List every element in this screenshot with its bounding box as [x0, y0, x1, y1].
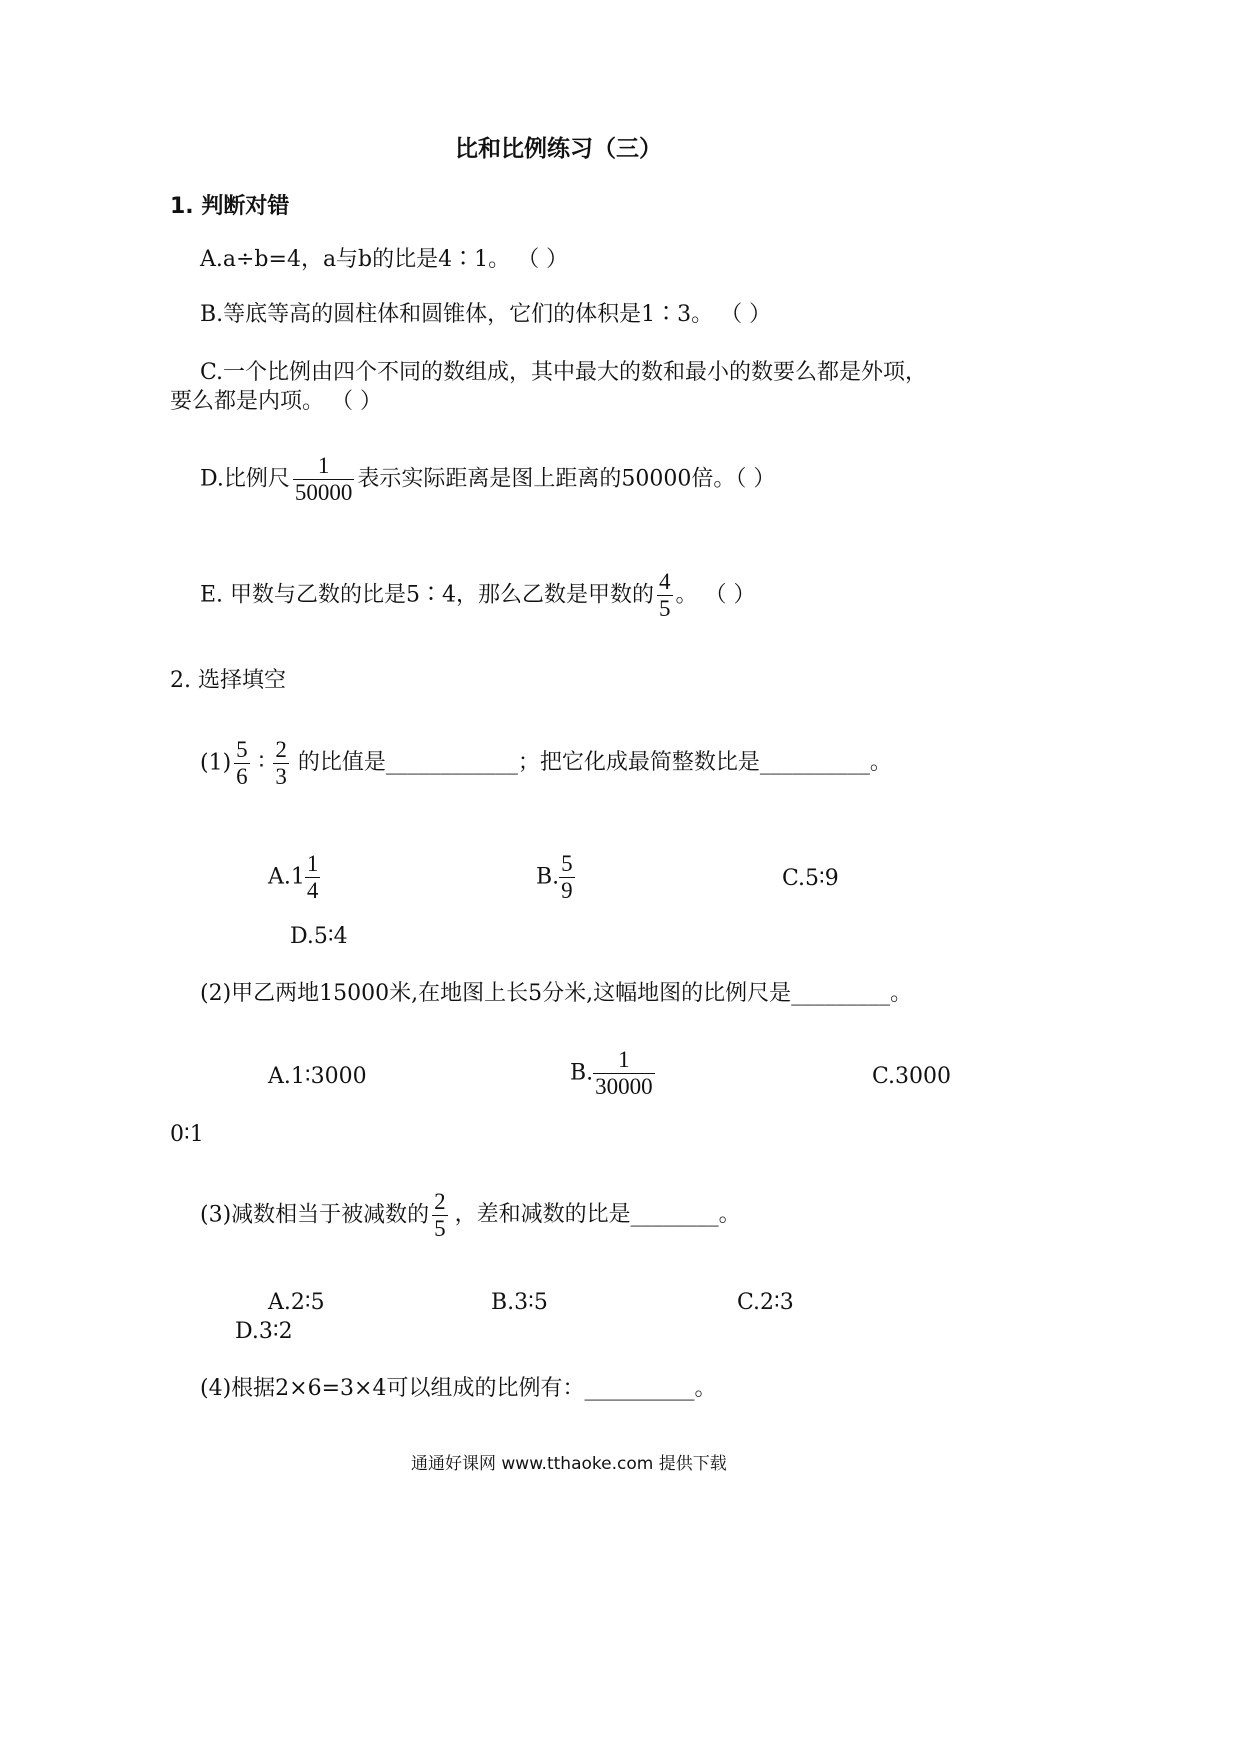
fraction-2-3 — [273, 738, 289, 789]
section2-heading: 2. 选择填空 — [170, 668, 286, 693]
option-prefix: A.1 — [268, 864, 305, 890]
question-2-4: (4)根据2×6=3×4可以组成的比例有：__________。 — [200, 1376, 717, 1401]
option-2-2b — [570, 1048, 658, 1099]
question-1d-suffix: 表示实际距离是图上距离的50000倍。（ ） — [357, 466, 776, 492]
fraction-denominator: 6 — [236, 764, 248, 790]
question-2-2: (2)甲乙两地15000米,在地图上长5分米,这幅地图的比例尺是_________。 — [200, 981, 913, 1006]
question-2-3 — [200, 1190, 741, 1241]
page-title: 比和比例练习（三） — [455, 136, 662, 162]
question-1e-suffix: 。 （ ） — [675, 582, 756, 608]
fraction-denominator: 3 — [275, 764, 287, 790]
fraction-denominator: 4 — [306, 878, 319, 904]
question-1e-prefix: E. 甲数与乙数的比是5∶4，那么乙数是甲数的 — [200, 582, 655, 608]
option-2-1c: C.5∶9 — [782, 866, 839, 891]
option-prefix: B. — [570, 1060, 594, 1086]
option-2-2a: A.1∶3000 — [268, 1064, 367, 1089]
option-2-3a: A.2∶5 — [268, 1290, 325, 1315]
fraction-denominator: 5 — [434, 1216, 446, 1242]
fraction-numerator: 2 — [432, 1190, 448, 1216]
option-prefix: B. — [536, 864, 560, 890]
fraction-1-4 — [305, 852, 321, 903]
fraction-denominator: 5 — [659, 596, 671, 622]
question-1d-prefix: D.比例尺 — [200, 466, 290, 492]
question-2-3-suffix: ，差和减数的比是________。 — [454, 1202, 741, 1228]
question-1c-line1: C.一个比例由四个不同的数组成，其中最大的数和最小的数要么都是外项， — [200, 360, 928, 385]
question-2-1-prefix: (1) — [200, 750, 232, 776]
option-2-1d: D.5∶4 — [290, 924, 348, 949]
fraction-numerator: 1 — [593, 1048, 655, 1074]
footer-credit: 通通好课网 www.tthaoke.com 提供下载 — [411, 1454, 727, 1474]
option-2-2c-wrap: 0∶1 — [170, 1122, 204, 1147]
fraction-numerator: 1 — [305, 852, 321, 878]
question-2-1-suffix: 的比值是____________；把它化成最简整数比是__________。 — [297, 750, 892, 776]
option-2-3d: D.3∶2 — [235, 1319, 293, 1344]
option-2-2c: C.3000 — [872, 1064, 952, 1089]
fraction-1-30000 — [593, 1048, 655, 1099]
option-2-3b: B.3∶5 — [491, 1290, 548, 1315]
fraction-numerator: 1 — [293, 454, 355, 480]
fraction-denominator: 30000 — [595, 1074, 653, 1100]
question-2-3-prefix: (3)减数相当于被减数的 — [200, 1202, 430, 1228]
option-2-1b — [536, 852, 578, 903]
fraction-numerator: 2 — [273, 738, 289, 764]
question-1d — [200, 454, 775, 505]
option-2-3c: C.2∶3 — [737, 1290, 794, 1315]
fraction-denominator: 50000 — [294, 480, 353, 506]
fraction-numerator: 5 — [234, 738, 250, 764]
fraction-4-5 — [657, 570, 673, 621]
section1-heading: 1. 判断对错 — [170, 194, 290, 219]
question-1b: B.等底等高的圆柱体和圆锥体，它们的体积是1∶3。 （ ） — [200, 302, 772, 327]
fraction-denominator: 9 — [561, 878, 573, 904]
fraction-5-6 — [234, 738, 250, 789]
question-1a: A.a÷b=4，a与b的比是4∶1。 （ ） — [200, 247, 569, 272]
fraction-2-5 — [432, 1190, 448, 1241]
question-1e — [200, 570, 756, 621]
ratio-colon: ∶ — [258, 750, 265, 776]
question-2-1 — [200, 738, 892, 789]
fraction-5-9 — [559, 852, 575, 903]
option-2-1a — [268, 852, 323, 903]
fraction-1-50000 — [293, 454, 355, 505]
fraction-numerator: 5 — [559, 852, 575, 878]
question-1c-line2: 要么都是内项。 （ ） — [170, 389, 382, 414]
fraction-numerator: 4 — [657, 570, 673, 596]
